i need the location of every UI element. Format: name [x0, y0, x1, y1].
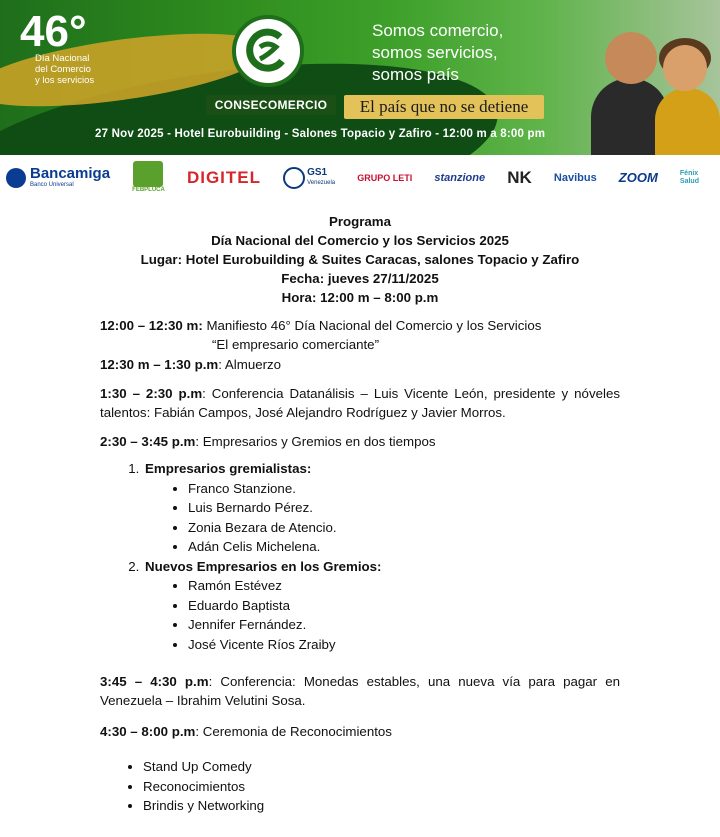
list-item: • Adán Celis Michelena.: [188, 537, 620, 557]
list-item: • Luis Bernardo Pérez.: [188, 498, 620, 518]
anniversary-number: 46°: [20, 7, 87, 56]
event-banner: [0, 0, 720, 155]
schedule-item-4: 2:30 – 3:45 p.m: Empresarios y Gremios en dos tiempos: [100, 434, 436, 449]
list-item: • Brindis y Networking: [143, 796, 620, 816]
list-item: • Stand Up Comedy: [143, 757, 620, 777]
schedule-item-1-quote: “El empresario comerciante”: [212, 337, 380, 352]
febpluca-logo: [133, 161, 163, 187]
schedule-item-1: 12:00 – 12:30 m: Manifiesto 46° Día Nacional del Comercio y los Servicios: [100, 318, 542, 333]
sponsor-bancamiga: Bancamiga Banco Universal: [6, 166, 110, 189]
sponsor-leti: GRUPO LETI: [357, 172, 413, 183]
event-dateline: 27 Nov 2025 - Hotel Eurobuilding - Salones Topacio y Zafiro - 12:00 m a 8:00 pm: [95, 128, 546, 140]
sponsor-navibus: Navibus: [553, 171, 597, 184]
ceremony-list: [100, 757, 620, 816]
program-event-name: Día Nacional del Comercio y los Servicios 2025: [211, 233, 509, 248]
list-item: • Zonia Bezara de Atencio.: [188, 518, 620, 538]
sponsor-nk: NK: [507, 167, 532, 187]
group-1: 1. Empresarios gremialistas: • Franco Stanzione. • Luis Bernardo Pérez. • Zonia Bezara de Atencio. • Adán Celis Michelena.: [143, 459, 620, 557]
schedule-item-3: 1:30 – 2:30 p.m: Conferencia Datanálisis – Luis Vicente León, presidente y nóveles talentos: Fabián Campos, José Alejandro Rodríguez y Javier Morros.: [100, 386, 620, 420]
schedule-item-6: 4:30 – 8:00 p.m: Ceremonia de Reconocimientos: [100, 724, 392, 739]
program-venue: Lugar: Hotel Eurobuilding & Suites Caracas, salones Topacio y Zafiro: [140, 252, 580, 267]
sponsor-zoom: ZOOM: [618, 170, 658, 185]
brand-name: CONSECOMERCIO: [206, 95, 336, 115]
program-date: Fecha: jueves 27/11/2025: [281, 271, 439, 286]
consecomercio-logo-icon: [232, 15, 304, 87]
schedule-item-5: 3:45 – 4:30 p.m: Conferencia: Monedas estables, una nueva vía para pagar en Venezuela – Ibrahim Velutini Sosa.: [100, 674, 620, 708]
sponsor-bar: [0, 155, 720, 200]
tagline: El país que no se detiene: [344, 95, 544, 119]
schedule-item-2: 12:30 m – 1:30 p.m: Almuerzo: [100, 357, 282, 372]
list-item: • Ramón Estévez: [188, 576, 620, 596]
people-photo: [585, 20, 720, 155]
program-title: Programa: [328, 214, 392, 229]
sponsor-digitel: DIGITEL: [186, 167, 261, 187]
sponsor-gs1: GS1 Venezuela: [283, 167, 335, 189]
program-time: Hora: 12:00 m – 8:00 p.m: [281, 290, 439, 305]
slogan: Somos comercio, somos servicios, somos país: [372, 21, 504, 84]
bancamiga-icon: [6, 168, 26, 188]
list-item: • Franco Stanzione.: [188, 479, 620, 499]
list-item: • José Vicente Ríos Zraiby: [188, 635, 620, 655]
groups-list: [100, 459, 620, 654]
program-header: [100, 212, 620, 307]
anniversary-subtitle: Día Nacional del Comercio y los servicios: [35, 53, 95, 86]
list-item: • Eduardo Baptista: [188, 596, 620, 616]
sponsor-fenix-salud: Fénix Salud: [679, 169, 699, 185]
sponsor-stanzione: stanzione: [434, 171, 486, 184]
list-item: • Jennifer Fernández.: [188, 615, 620, 635]
gs1-logo: [283, 167, 305, 189]
sponsor-febpluca: FEBPLUCA: [132, 161, 165, 194]
group-2: 2. Nuevos Empresarios en los Gremios: • Ramón Estévez • Eduardo Baptista • Jennifer Fernández. • José Vicente Ríos Zraiby: [143, 557, 620, 655]
program-content: [100, 212, 620, 816]
list-item: • Reconocimientos: [143, 777, 620, 797]
